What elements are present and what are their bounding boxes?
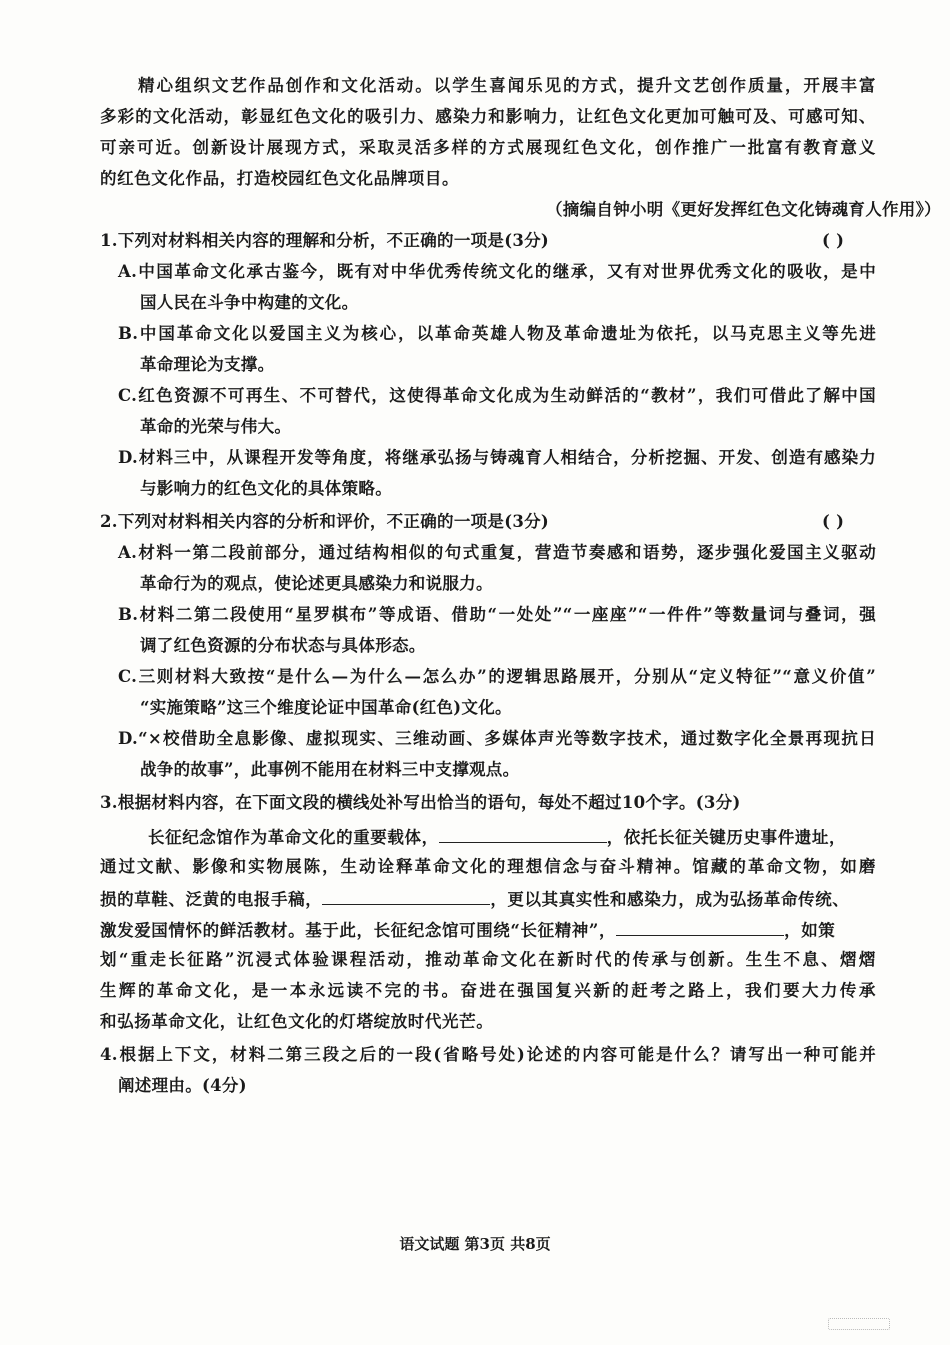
- q4-answer-area[interactable]: [100, 1105, 876, 1215]
- q2-option-a-line1: A.材料一第二段前部分，通过结构相似的句式重复，营造节奏感和语势，逐步强化爱国主义驱动: [118, 543, 876, 562]
- q3-blank-2[interactable]: [322, 888, 490, 905]
- q2-answer-paren[interactable]: ( ): [822, 512, 845, 531]
- q1-option-b-line2: 革命理论为支撑。: [140, 355, 275, 374]
- q3-passage-text-1b: ，依托长征关键历史事件遗址，: [606, 828, 847, 847]
- q1-stem: 1.下列对材料相关内容的理解和分析，不正确的一项是(3分): [100, 231, 550, 250]
- q3-passage-line6: 生辉的革命文化，是一本永远读不完的书。奋进在强国复兴新的赶考之路上，我们要大力传承: [100, 981, 876, 1000]
- q4-stem-line2: 阐述理由。(4分): [118, 1076, 247, 1095]
- q2-option-c-line2: “实施策略”这三个维度论证中国革命(红色)文化。: [140, 698, 512, 717]
- q1-option-c-line1: C.红色资源不可再生、不可替代，这使得革命文化成为生动鲜活的“教材”，我们可借此了解中国: [118, 386, 876, 405]
- q1-option-d-line1: D.材料三中，从课程开发等角度，将继承弘扬与铸魂育人相结合，分析挖掘、开发、创造有感染力: [118, 448, 876, 467]
- q3-passage-text-1a: 长征纪念馆作为革命文化的重要载体，: [148, 828, 439, 847]
- q1-option-a-line2: 国人民在斗争中构建的文化。: [140, 293, 359, 312]
- intro-line-3: 可亲可近。创新设计展现方式，采取灵活多样的方式展现红色文化，创作推广一批富有教育意义: [100, 138, 876, 157]
- q3-blank-1[interactable]: [439, 826, 607, 843]
- q2-option-a-line2: 革命行为的观点，使论述更具感染力和说服力。: [140, 574, 493, 593]
- q3-passage-line5: 划“重走长征路”沉浸式体验课程活动，推动革命文化在新时代的传承与创新。生生不息、熠熠: [100, 950, 876, 969]
- q1-option-b-line1: B.中国革命文化以爱国主义为核心，以革命英雄人物及革命遗址为依托，以马克思主义等先进: [118, 324, 876, 343]
- q1-option-d-line2: 与影响力的红色文化的具体策略。: [140, 479, 392, 498]
- q4-stem-line1: 4.根据上下文，材料二第三段之后的一段(省略号处)论述的内容可能是什么？请写出一种可能并: [100, 1045, 876, 1064]
- q3-passage-line1: [148, 826, 846, 848]
- q3-passage-line7: 和弘扬革命文化，让红色文化的灯塔绽放时代光芒。: [100, 1012, 494, 1031]
- intro-line-2: 多彩的文化活动，彰显红色文化的吸引力、感染力和影响力，让红色文化更加可触可及、可感可知、: [100, 107, 876, 126]
- q2-option-b-line2: 调了红色资源的分布状态与具体形态。: [140, 636, 426, 655]
- intro-line-1: 精心组织文艺作品创作和文化活动。以学生喜闻乐见的方式，提升文艺创作质量，开展丰富: [138, 76, 876, 95]
- q1-option-a-line1: A.中国革命文化承古鉴今，既有对中华优秀传统文化的继承，又有对世界优秀文化的吸收，是中: [118, 262, 876, 281]
- q1-option-c-line2: 革命的光荣与伟大。: [140, 417, 292, 436]
- page-footer: 语文试题 第3页 共8页: [399, 1235, 551, 1253]
- intro-line-4: 的红色文化作品，打造校园红色文化品牌项目。: [100, 169, 460, 188]
- q1-answer-paren[interactable]: ( ): [822, 231, 845, 250]
- q2-option-c-line1: C.三则材料大致按“是什么—为什么—怎么办”的逻辑思路展开，分别从“定义特征”“意义价值”: [118, 667, 876, 686]
- source-citation: （摘编自钟小明《更好发挥红色文化铸魂育人作用》）: [546, 200, 941, 219]
- q2-option-d-line1: D.“×校借助全息影像、虚拟现实、三维动画、多媒体声光等数字技术，通过数字化全景再现抗日: [118, 729, 876, 748]
- scan-stamp-mark: [828, 1318, 890, 1330]
- q2-option-b-line1: B.材料二第二段使用“星罗棋布”等成语、借助“一处处”“一座座”“一件件”等数量词与叠词，强: [118, 605, 876, 624]
- q3-stem: 3.根据材料内容，在下面文段的横线处补写出恰当的语句，每处不超过10个字。(3分): [100, 793, 741, 812]
- q3-passage-line4: [100, 919, 835, 941]
- q3-passage-text-4a: 激发爱国情怀的鲜活教材。基于此，长征纪念馆可围绕“长征精神”，: [100, 921, 617, 940]
- q3-blank-3[interactable]: [616, 919, 784, 936]
- q3-passage-text-3a: 损的草鞋、泛黄的电报手稿，: [100, 890, 323, 909]
- q3-passage-line2: 通过文献、影像和实物展陈，生动诠释革命文化的理想信念与奋斗精神。馆藏的革命文物，如磨: [100, 857, 876, 876]
- q3-passage-text-3b: ，更以其真实性和感染力，成为弘扬革命传统、: [490, 890, 850, 909]
- q3-passage-line3: [100, 888, 849, 910]
- q2-option-d-line2: 战争的故事”，此事例不能用在材料三中支撑观点。: [140, 760, 520, 779]
- q2-stem: 2.下列对材料相关内容的分析和评价，不正确的一项是(3分): [100, 512, 550, 531]
- q3-passage-text-4b: ，如策: [784, 921, 836, 940]
